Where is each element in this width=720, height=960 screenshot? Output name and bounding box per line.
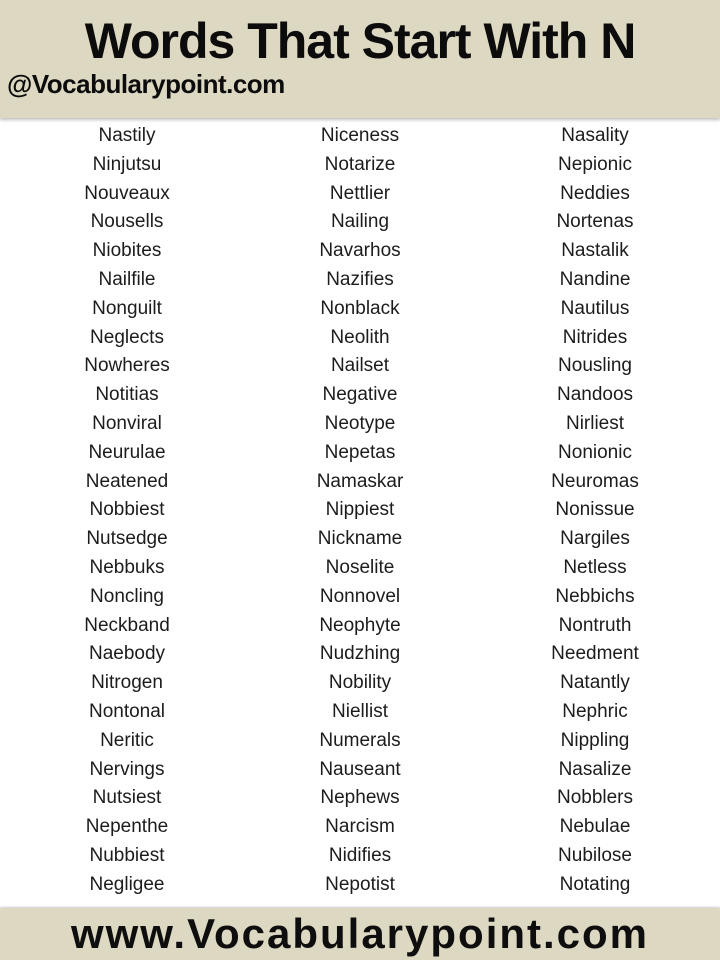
- word-item: Nebbuks: [89, 556, 165, 578]
- word-item: Nandoos: [556, 384, 634, 406]
- word-item: Nippiest: [325, 499, 395, 521]
- word-list: [0, 118, 720, 908]
- word-item: Naebody: [88, 643, 166, 665]
- word-item: Nasalize: [558, 758, 632, 780]
- word-item: Neglects: [90, 326, 164, 348]
- word-item: Nudzhing: [319, 643, 401, 665]
- word-item: Nidifies: [328, 844, 392, 866]
- word-item: Neddies: [560, 182, 630, 204]
- word-item: Nontruth: [558, 614, 632, 636]
- footer-banner: [0, 908, 720, 960]
- word-item: Nephric: [562, 700, 628, 722]
- word-item: Nepotist: [325, 873, 395, 895]
- word-item: Neotype: [324, 412, 396, 434]
- word-item: Neophyte: [319, 614, 401, 636]
- word-item: Needment: [551, 643, 639, 665]
- word-item: Nepetas: [324, 441, 396, 463]
- word-item: Narcism: [325, 816, 395, 838]
- word-item: Noncling: [90, 585, 164, 607]
- word-item: Nonissue: [555, 499, 635, 521]
- word-item: Notitias: [95, 384, 159, 406]
- word-item: Neatened: [85, 470, 169, 492]
- word-item: Niellist: [332, 700, 388, 722]
- word-item: Nonguilt: [92, 297, 162, 319]
- word-item: Nasality: [561, 125, 629, 146]
- word-item: Neolith: [330, 326, 390, 348]
- word-item: Nontonal: [88, 700, 166, 722]
- word-item: Nutsedge: [86, 528, 168, 550]
- word-item: Nirliest: [565, 412, 625, 434]
- word-item: Nitrogen: [91, 672, 163, 694]
- word-item: Nailing: [330, 211, 390, 233]
- word-item: Namaskar: [316, 470, 404, 492]
- word-item: Nastily: [98, 125, 156, 146]
- word-item: Nauseant: [319, 758, 401, 780]
- word-item: Nobbiest: [89, 499, 165, 521]
- word-item: Nortenas: [556, 211, 634, 233]
- site-handle: @Vocabularypoint.com: [7, 69, 285, 99]
- word-item: Nobility: [328, 672, 392, 694]
- word-item: Niobites: [92, 240, 162, 262]
- page-title: Words That Start With N: [84, 13, 636, 69]
- word-item: Nailset: [330, 355, 390, 377]
- word-item: Neritic: [100, 729, 154, 751]
- site-url: www.Vocabularypoint.com: [70, 910, 650, 957]
- word-item: Notarize: [324, 153, 396, 175]
- word-item: Neckband: [84, 614, 170, 636]
- word-item: Negative: [322, 384, 398, 406]
- word-item: Neurulae: [88, 441, 166, 463]
- word-item: Nazifies: [326, 268, 394, 290]
- word-item: Neuromas: [551, 470, 639, 492]
- word-item: Nubilose: [558, 844, 632, 866]
- word-item: Nettlier: [329, 182, 391, 204]
- word-item: Nutsiest: [92, 787, 162, 809]
- word-item: Nandine: [559, 268, 631, 290]
- word-item: Nousells: [90, 211, 164, 233]
- word-item: Nargiles: [560, 528, 630, 550]
- word-item: Nubbiest: [89, 844, 165, 866]
- word-item: Nobblers: [556, 787, 634, 809]
- word-item: Nippling: [560, 729, 630, 751]
- word-item: Nastalik: [561, 240, 629, 262]
- word-item: Nebbichs: [555, 585, 635, 607]
- header-banner: [0, 0, 720, 118]
- word-item: Navarhos: [319, 240, 401, 262]
- word-item: Netless: [563, 556, 627, 578]
- word-item: Nitrides: [562, 326, 628, 348]
- word-column-3: [475, 122, 715, 908]
- word-item: Nailfile: [98, 268, 156, 290]
- word-item: Nebulae: [559, 816, 631, 838]
- word-item: Niceness: [320, 125, 400, 146]
- word-item: Numerals: [319, 729, 401, 751]
- word-item: Nonblack: [320, 297, 400, 319]
- word-item: Nousling: [558, 355, 632, 377]
- word-item: Nephews: [320, 787, 400, 809]
- word-item: Nowheres: [84, 355, 170, 377]
- word-item: Nepionic: [558, 153, 632, 175]
- word-item: Natantly: [560, 672, 630, 694]
- word-item: Noselite: [325, 556, 395, 578]
- word-item: Nouveaux: [84, 182, 170, 204]
- word-item: Notating: [559, 873, 631, 895]
- word-item: Ninjutsu: [92, 153, 162, 175]
- word-item: Nickname: [317, 528, 403, 550]
- word-column-2: [240, 122, 480, 908]
- word-column-1: [7, 122, 247, 908]
- word-item: Negligee: [89, 873, 165, 895]
- word-item: Nautilus: [560, 297, 630, 319]
- word-item: Nonviral: [92, 412, 162, 434]
- word-item: Nervings: [89, 758, 165, 780]
- word-item: Nepenthe: [85, 816, 169, 838]
- word-item: Nonnovel: [319, 585, 401, 607]
- word-item: Nonionic: [558, 441, 632, 463]
